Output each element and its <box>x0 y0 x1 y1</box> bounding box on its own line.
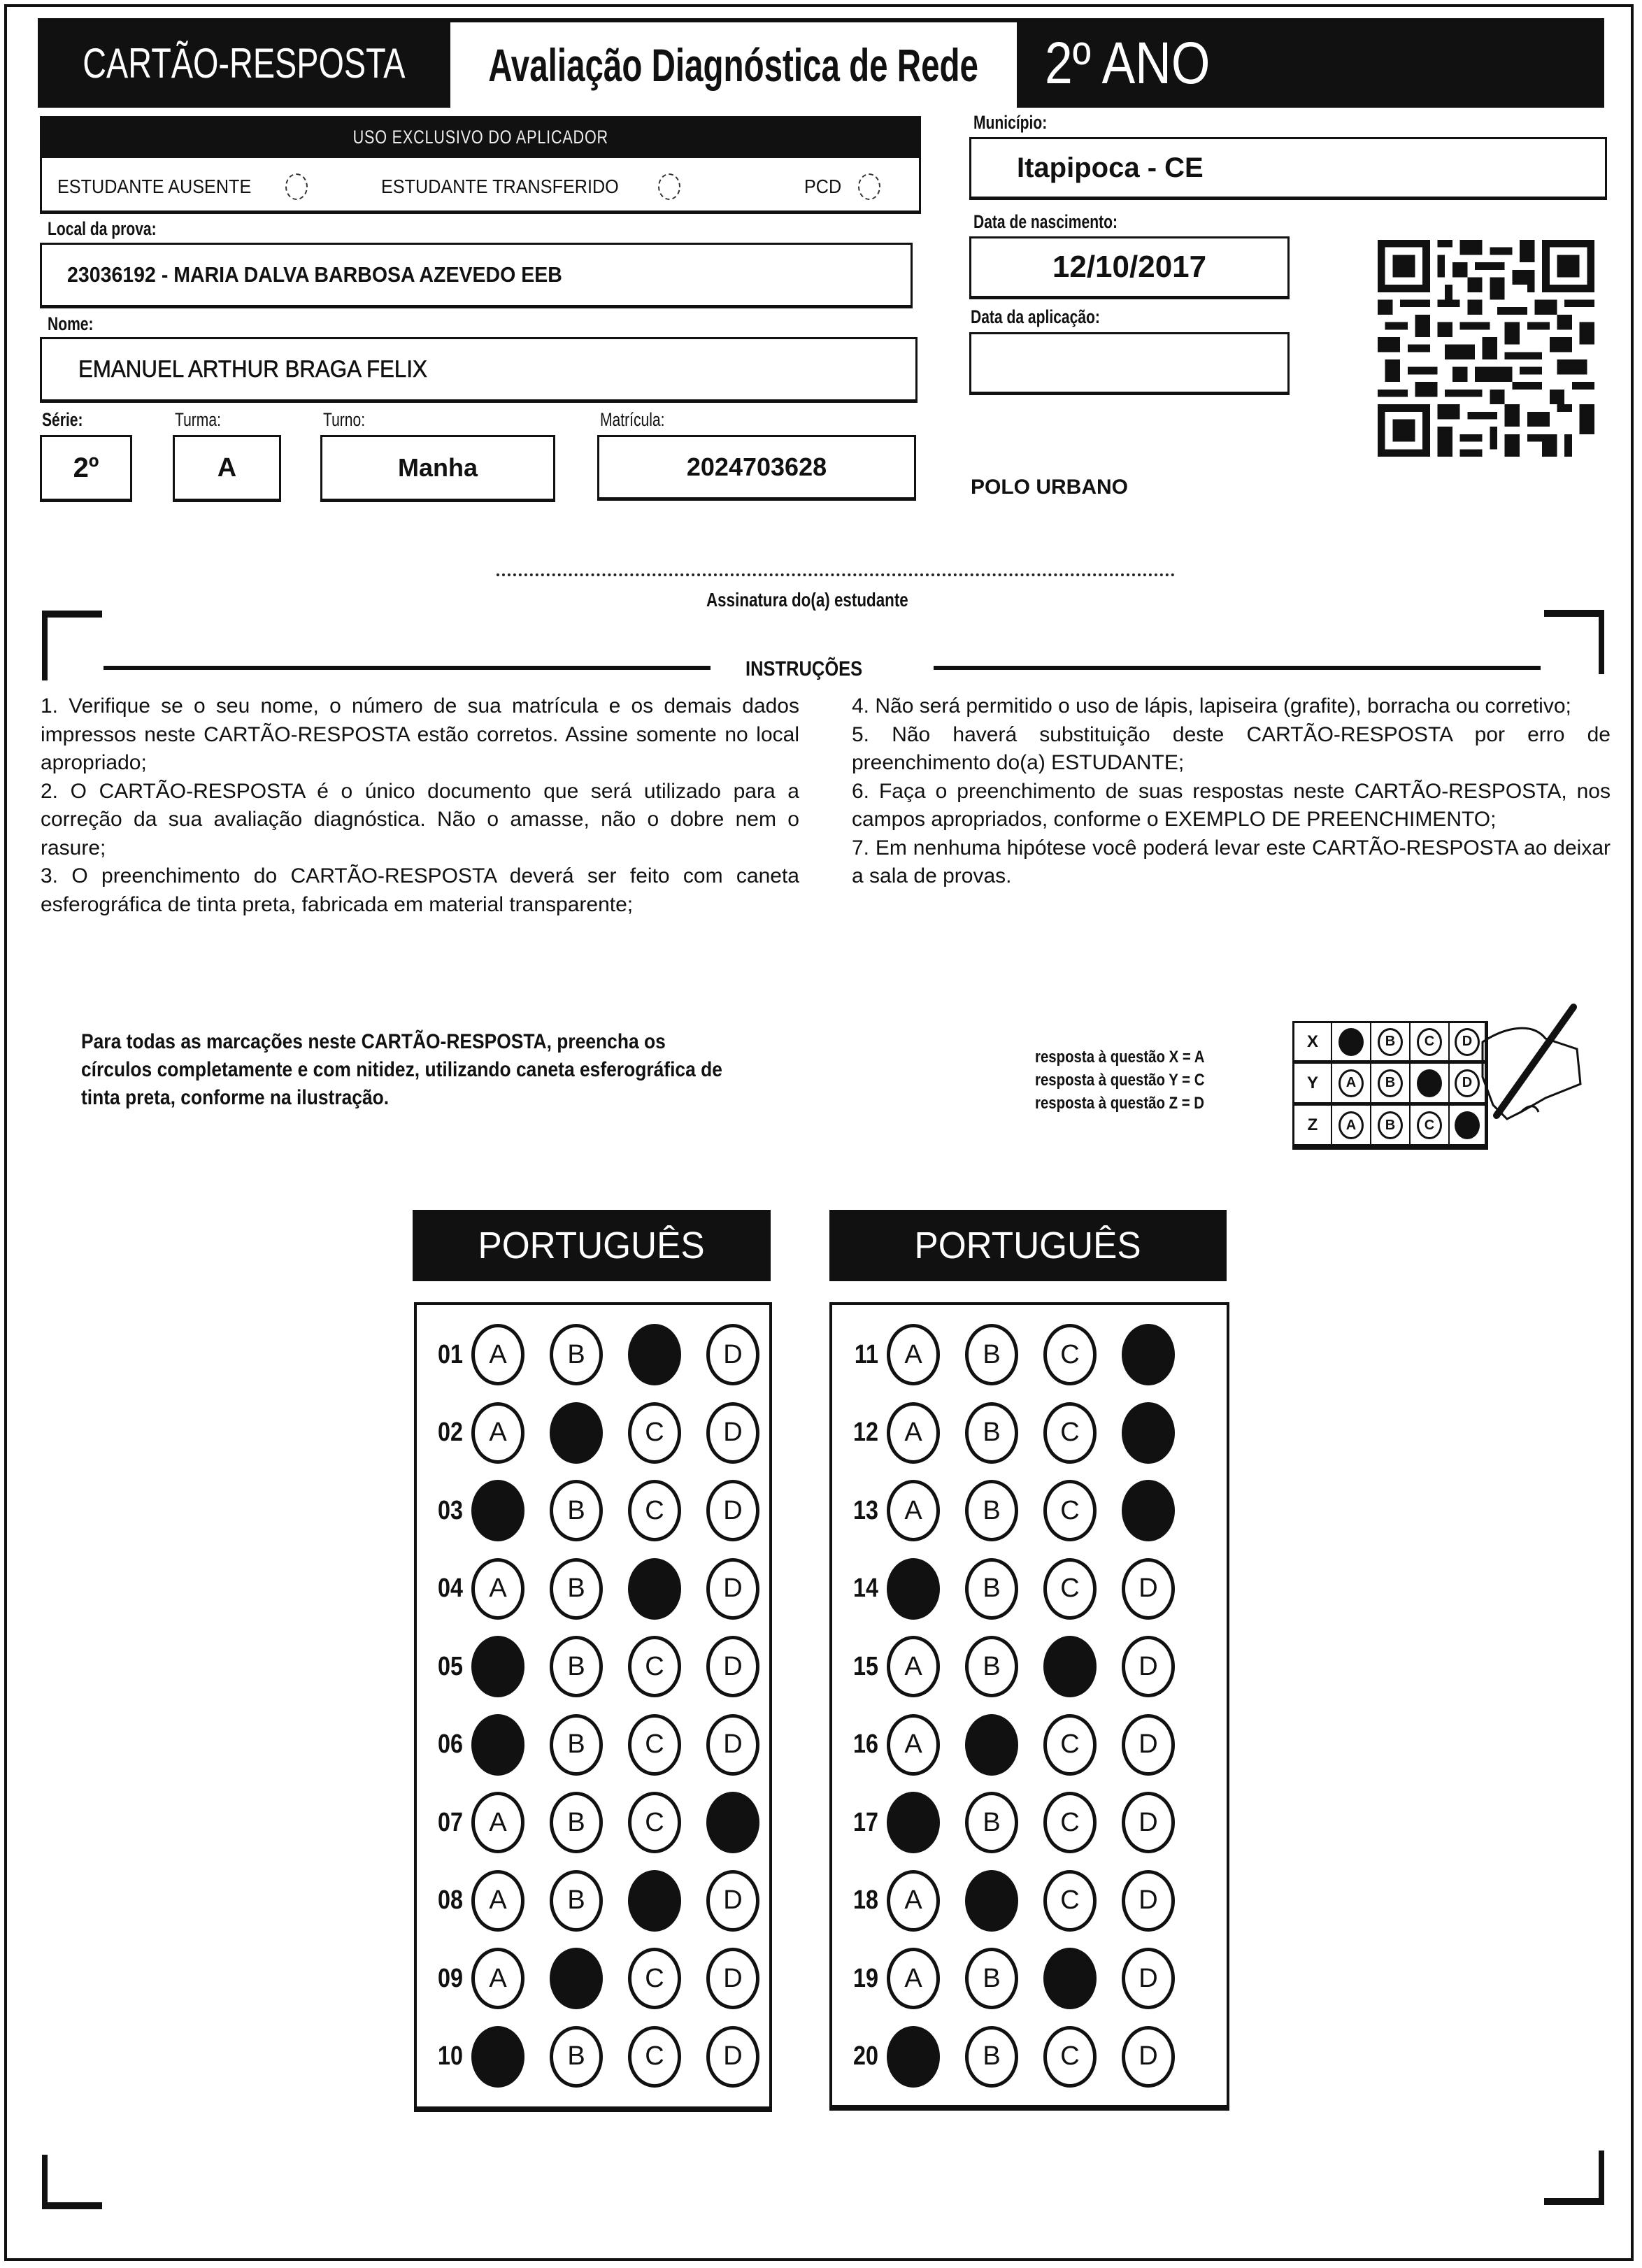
serie-field <box>40 435 132 502</box>
answer-bubble-a[interactable]: A <box>471 1870 524 1932</box>
aplicacao-label: Data da aplicação: <box>971 306 1100 327</box>
answer-bubble-c[interactable]: C <box>1043 1558 1097 1620</box>
municipio-value: Itapipoca - CE <box>1017 152 1204 183</box>
example-cell <box>1332 1106 1371 1145</box>
matricula-label: Matrícula: <box>600 409 665 430</box>
municipio-label: Município: <box>973 112 1048 133</box>
answer-bubble-c[interactable]: C <box>628 1636 681 1697</box>
fill-tip-line: círculos completamente e com nitidez, utilizando caneta esferográfica de <box>81 1058 722 1081</box>
question-number: 20 <box>853 2041 878 2071</box>
question-row <box>424 1869 785 1932</box>
answer-bubble-c[interactable]: C <box>628 1558 681 1620</box>
example-bubble-c: C <box>1417 1028 1442 1056</box>
example-bubble-c <box>1417 1069 1442 1097</box>
corner-mark-top-left <box>42 611 102 618</box>
example-legend <box>1035 1046 1234 1115</box>
answer-bubble-c[interactable]: C <box>1043 1714 1097 1776</box>
header-band <box>38 18 1604 108</box>
answer-bubble-c[interactable]: C <box>1043 1324 1097 1385</box>
example-bubble-a: A <box>1338 1069 1364 1097</box>
answer-bubble-b[interactable]: B <box>550 1714 603 1776</box>
question-row <box>424 1479 785 1542</box>
answer-bubble-b[interactable]: B <box>965 1792 1018 1853</box>
fill-tip-line: Para todas as marcações neste CARTÃO-RESPOSTA, preencha os <box>81 1030 666 1053</box>
question-number: 04 <box>438 1574 463 1603</box>
example-cell <box>1411 1023 1450 1064</box>
turno-label: Turno: <box>323 409 366 430</box>
assessment-title-box <box>450 22 1017 108</box>
fill-tip-line: tinta preta, conforme na ilustração. <box>81 1086 390 1109</box>
answer-bubble-a[interactable]: A <box>471 2026 524 2088</box>
answer-bubble-b[interactable]: B <box>550 1792 603 1853</box>
question-number: 13 <box>853 1495 878 1525</box>
answer-bubble-c[interactable]: C <box>628 1948 681 2009</box>
answer-bubble-a[interactable]: A <box>471 1948 524 2009</box>
answer-bubble-d[interactable]: D <box>706 1870 759 1932</box>
answer-bubble-d[interactable]: D <box>1122 1558 1175 1620</box>
question-number: 06 <box>438 1729 463 1759</box>
question-number: 01 <box>438 1339 463 1369</box>
example-cell <box>1411 1106 1450 1145</box>
answer-bubble-d[interactable]: D <box>1122 1792 1175 1853</box>
question-row <box>424 1791 785 1854</box>
answer-bubble-c[interactable]: C <box>1043 1792 1097 1853</box>
question-row <box>839 1713 1200 1776</box>
instruction-item: 3. O preenchimento do CARTÃO-RESPOSTA deverá ser feito com caneta esferográfica de tinta preta, fabricada em material transparente; <box>41 864 799 916</box>
answer-bubble-b[interactable]: B <box>550 1324 603 1385</box>
answer-bubble-b[interactable]: B <box>965 1636 1018 1697</box>
answer-bubble-c[interactable]: C <box>1043 1636 1097 1697</box>
subject-title: PORTUGUÊS <box>478 1225 706 1267</box>
nome-field <box>40 337 918 403</box>
question-row <box>424 1323 785 1386</box>
answer-bubble-a[interactable]: A <box>887 1948 940 2009</box>
answer-bubble-d[interactable]: D <box>706 1792 759 1853</box>
question-number: 14 <box>853 1574 878 1603</box>
option-pcd[interactable] <box>804 173 880 200</box>
answer-bubble-b[interactable]: B <box>550 1480 603 1541</box>
answer-bubble-d[interactable]: D <box>1122 1870 1175 1932</box>
radio-circle-icon[interactable] <box>285 173 308 200</box>
question-number: 03 <box>438 1495 463 1525</box>
corner-mark-top-right-v <box>1599 610 1604 674</box>
answer-bubble-d[interactable]: D <box>706 1636 759 1697</box>
aplicacao-field[interactable] <box>969 332 1290 395</box>
answer-bubble-c[interactable]: C <box>628 1402 681 1464</box>
instructions-title: INSTRUÇÕES <box>745 657 863 680</box>
subject-title: PORTUGUÊS <box>914 1225 1142 1267</box>
answer-bubble-b[interactable]: B <box>965 1870 1018 1932</box>
serie-value: 2º <box>73 452 99 483</box>
question-number: 19 <box>853 1963 878 1993</box>
answer-bubble-b[interactable]: B <box>550 1558 603 1620</box>
answer-bubble-a[interactable]: A <box>887 1636 940 1697</box>
answer-bubble-b[interactable]: B <box>550 1636 603 1697</box>
answer-bubble-d[interactable]: D <box>706 1324 759 1385</box>
answer-bubble-b[interactable]: B <box>965 1714 1018 1776</box>
example-bubble-c: C <box>1417 1111 1442 1139</box>
answer-bubble-d[interactable]: D <box>706 1480 759 1541</box>
answer-bubble-a[interactable]: A <box>471 1558 524 1620</box>
qr-code-icon <box>1378 239 1594 457</box>
answer-bubble-c[interactable]: C <box>628 1792 681 1853</box>
answer-bubble-c[interactable]: C <box>1043 1480 1097 1541</box>
option-estudante-ausente[interactable] <box>57 173 308 200</box>
local-value: 23036192 - MARIA DALVA BARBOSA AZEVEDO EEB <box>67 262 562 287</box>
instruction-item: 4. Não será permitido o uso de lápis, lapiseira (grafite), borracha ou corretivo; <box>852 694 1571 718</box>
turno-value: Manha <box>397 453 478 482</box>
answer-bubble-c[interactable]: C <box>1043 1402 1097 1464</box>
subject-header <box>829 1210 1227 1281</box>
serie-label: Série: <box>42 409 83 430</box>
answer-bubble-a[interactable]: A <box>471 1324 524 1385</box>
subject-header <box>413 1210 771 1281</box>
answer-bubble-a[interactable]: A <box>887 1480 940 1541</box>
polo-text: POLO URBANO <box>971 476 1128 499</box>
question-row <box>424 1635 785 1698</box>
answer-bubble-d[interactable]: D <box>1122 1324 1175 1385</box>
example-bubble-b: B <box>1378 1111 1403 1139</box>
answer-bubble-d[interactable]: D <box>1122 1480 1175 1541</box>
option-label: PCD <box>804 176 842 197</box>
answer-bubble-b[interactable]: B <box>965 1948 1018 2009</box>
turma-label: Turma: <box>175 409 221 430</box>
assessment-title: Avaliação Diagnóstica de Rede <box>488 39 979 91</box>
answer-bubble-c[interactable]: C <box>1043 1870 1097 1932</box>
nascimento-field <box>969 236 1290 299</box>
answer-bubble-d[interactable]: D <box>706 2026 759 2088</box>
question-row <box>839 2025 1200 2088</box>
answer-bubble-a[interactable]: A <box>887 2026 940 2088</box>
answer-bubble-a[interactable]: A <box>887 1870 940 1932</box>
answer-bubble-c[interactable]: C <box>628 1480 681 1541</box>
answer-bubble-d[interactable]: D <box>1122 1402 1175 1464</box>
answer-bubble-b[interactable]: B <box>965 1558 1018 1620</box>
question-row <box>839 1479 1200 1542</box>
instructions-left-column <box>41 692 799 919</box>
question-row <box>839 1635 1200 1698</box>
municipio-field <box>969 137 1607 200</box>
answer-bubble-a[interactable]: A <box>471 1714 524 1776</box>
question-row <box>839 1791 1200 1854</box>
question-row <box>839 1869 1200 1932</box>
question-row <box>839 1402 1200 1464</box>
example-bubble-a: A <box>1338 1111 1364 1139</box>
example-bubble-b: B <box>1378 1069 1403 1097</box>
applicator-section <box>40 158 921 214</box>
local-label: Local da prova: <box>48 218 157 239</box>
answer-bubble-a[interactable]: A <box>887 1558 940 1620</box>
corner-mark-top-right <box>1544 610 1604 617</box>
example-cell <box>1411 1064 1450 1106</box>
answer-bubble-d[interactable]: D <box>1122 1714 1175 1776</box>
answer-bubble-b[interactable]: B <box>965 1402 1018 1464</box>
answer-bubble-a[interactable]: A <box>471 1792 524 1853</box>
answer-bubble-d[interactable]: D <box>706 1402 759 1464</box>
signature-label: Assinatura do(a) estudante <box>706 589 908 611</box>
question-number: 07 <box>438 1807 463 1837</box>
example-legend-line: resposta à questão Z = D <box>1035 1094 1205 1113</box>
radio-circle-icon[interactable] <box>658 173 680 200</box>
question-number: 12 <box>853 1418 878 1447</box>
answer-bubble-a[interactable]: A <box>471 1402 524 1464</box>
answer-bubble-d[interactable]: D <box>706 1558 759 1620</box>
question-number: 02 <box>438 1418 463 1447</box>
signature-line[interactable] <box>497 573 1175 576</box>
answer-bubble-b[interactable]: B <box>550 1402 603 1464</box>
nome-label: Nome: <box>48 313 94 334</box>
answer-bubble-b[interactable]: B <box>550 1870 603 1932</box>
question-number: 08 <box>438 1885 463 1915</box>
question-number: 09 <box>438 1963 463 1993</box>
answer-bubble-a[interactable]: A <box>471 1480 524 1541</box>
example-bubble-a <box>1338 1028 1364 1056</box>
example-bubble-b: B <box>1378 1028 1403 1056</box>
turma-value: A <box>217 452 237 483</box>
answer-bubble-c[interactable]: C <box>628 1324 681 1385</box>
question-number: 18 <box>853 1885 878 1915</box>
answer-bubble-d[interactable]: D <box>706 1714 759 1776</box>
example-row-label: X <box>1294 1023 1332 1064</box>
answer-bubble-c[interactable]: C <box>628 1714 681 1776</box>
matricula-value: 2024703628 <box>686 452 827 481</box>
answer-bubble-d[interactable]: D <box>1122 1636 1175 1697</box>
answer-panel-11-20 <box>829 1302 1229 2111</box>
question-row <box>424 2025 785 2088</box>
example-legend-line: resposta à questão Y = C <box>1035 1071 1205 1090</box>
option-label: ESTUDANTE TRANSFERIDO <box>381 176 619 197</box>
instruction-item: 1. Verifique se o seu nome, o número de sua matrícula e os demais dados impressos neste CARTÃO-RESPOSTA estão corretos. Assine somente no local apropriado; <box>41 694 799 774</box>
grade-title: 2º ANO <box>1045 29 1211 96</box>
instruction-item: 7. Em nenhuma hipótese você poderá levar este CARTÃO-RESPOSTA ao deixar a sala de provas. <box>852 836 1611 887</box>
answer-bubble-d[interactable]: D <box>1122 1948 1175 2009</box>
question-number: 17 <box>853 1807 878 1837</box>
matricula-field <box>597 435 916 501</box>
question-row <box>424 1713 785 1776</box>
option-estudante-transferido[interactable] <box>381 173 680 200</box>
radio-circle-icon[interactable] <box>858 173 880 200</box>
question-number: 15 <box>853 1651 878 1681</box>
question-row <box>839 1947 1200 2010</box>
answer-bubble-b[interactable]: B <box>550 2026 603 2088</box>
answer-bubble-b[interactable]: B <box>965 1324 1018 1385</box>
answer-bubble-a[interactable]: A <box>471 1636 524 1697</box>
option-label: ESTUDANTE AUSENTE <box>57 176 252 197</box>
example-row-label: Z <box>1294 1106 1332 1145</box>
question-row <box>839 1323 1200 1386</box>
corner-mark-top-left-v <box>42 611 48 680</box>
example-row-label: Y <box>1294 1064 1332 1106</box>
question-row <box>424 1557 785 1620</box>
instructions-right-column <box>852 692 1611 891</box>
corner-mark-bottom-right <box>1544 2198 1604 2205</box>
answer-bubble-b[interactable]: B <box>550 1948 603 2009</box>
fill-tip <box>81 1028 885 1112</box>
instruction-item: 2. O CARTÃO-RESPOSTA é o único documento que será utilizado para a correção da sua avaliação diagnóstica. Não o amasse, não o dobre nem o rasure; <box>41 779 799 860</box>
answer-bubble-a[interactable]: A <box>887 1792 940 1853</box>
answer-bubble-b[interactable]: B <box>965 1480 1018 1541</box>
corner-mark-bottom-left <box>42 2202 102 2209</box>
local-field <box>40 243 913 308</box>
answer-bubble-b[interactable]: B <box>965 2026 1018 2088</box>
example-bubble-d: D <box>1455 1069 1480 1097</box>
answer-bubble-c[interactable]: C <box>628 1870 681 1932</box>
example-legend-line: resposta à questão X = A <box>1035 1048 1205 1067</box>
question-row <box>839 1557 1200 1620</box>
corner-mark-bottom-right-v <box>1599 2151 1604 2205</box>
question-row <box>424 1402 785 1464</box>
nascimento-value: 12/10/2017 <box>1052 250 1207 284</box>
question-row <box>424 1947 785 2010</box>
corner-mark-bottom-left-v <box>42 2155 48 2209</box>
answer-bubble-c[interactable]: C <box>1043 2026 1097 2088</box>
answer-bubble-c[interactable]: C <box>628 2026 681 2088</box>
example-cell <box>1371 1064 1411 1106</box>
example-cell <box>1371 1106 1411 1145</box>
applicator-section-title <box>40 116 921 158</box>
hand-with-pen-icon <box>1455 1000 1587 1126</box>
grade-title-box <box>1045 18 1239 108</box>
question-number: 10 <box>438 2041 463 2071</box>
turma-field <box>173 435 281 502</box>
example-bubble-d: D <box>1455 1028 1480 1056</box>
instruction-item: 5. Não haverá substituição deste CARTÃO-RESPOSTA por erro de preenchimento do(a) ESTUDANTE; <box>852 722 1611 774</box>
nascimento-label: Data de nascimento: <box>973 211 1118 232</box>
answer-bubble-a[interactable]: A <box>887 1324 940 1385</box>
example-cell <box>1371 1023 1411 1064</box>
applicator-section-title-text: USO EXCLUSIVO DO APLICADOR <box>352 126 608 148</box>
turno-field <box>320 435 555 502</box>
question-number: 16 <box>853 1729 878 1759</box>
example-cell <box>1332 1064 1371 1106</box>
answer-bubble-d[interactable]: D <box>706 1948 759 2009</box>
answer-panel-1-10 <box>414 1302 772 2112</box>
question-number: 05 <box>438 1651 463 1681</box>
instructions-rule-left <box>103 666 711 670</box>
example-cell <box>1332 1023 1371 1064</box>
question-number: 11 <box>854 1339 878 1369</box>
nome-value: EMANUEL ARTHUR BRAGA FELIX <box>78 355 427 383</box>
answer-bubble-c[interactable]: C <box>1043 1948 1097 2009</box>
answer-bubble-a[interactable]: A <box>887 1714 940 1776</box>
answer-bubble-a[interactable]: A <box>887 1402 940 1464</box>
instruction-item: 6. Faça o preenchimento de suas respostas neste CARTÃO-RESPOSTA, nos campos apropriados, conforme o EXEMPLO DE PREENCHIMENTO; <box>852 779 1611 831</box>
card-title: CARTÃO-RESPOSTA <box>83 39 406 87</box>
answer-bubble-d[interactable]: D <box>1122 2026 1175 2088</box>
instructions-rule-right <box>934 666 1541 670</box>
